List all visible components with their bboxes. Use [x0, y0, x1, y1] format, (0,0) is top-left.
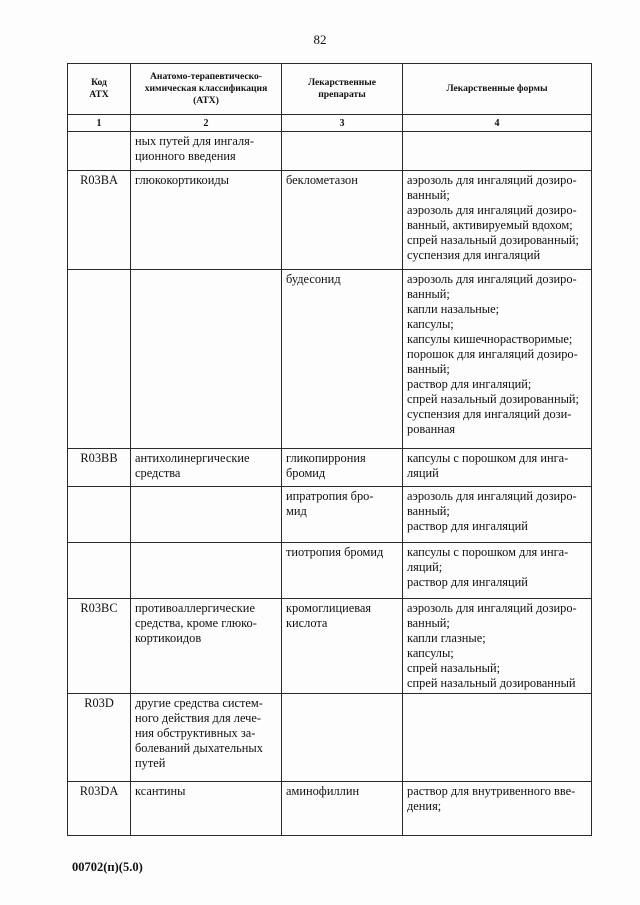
drug-name-cell — [282, 487, 403, 543]
atc-group-cell — [131, 270, 282, 449]
drug-name-line: будесонид — [286, 272, 341, 286]
dosage-forms-line: рованная — [407, 422, 456, 436]
dosage-forms-line: раствор для ингаляций; — [407, 377, 532, 391]
atc-group-cell — [131, 694, 282, 782]
dosage-forms-line: порошок для ингаляций дозиро- — [407, 347, 578, 361]
atc-group-line: противоаллергические — [135, 601, 255, 615]
atc-group-line: ксантины — [135, 784, 186, 798]
atc-group-line: средства, кроме глюко- — [135, 616, 257, 630]
dosage-forms-line: спрей назальный дозированный — [407, 676, 576, 690]
dosage-forms-line: раствор для ингаляций — [407, 575, 528, 589]
dosage-forms-cell — [403, 694, 592, 782]
header-text-line: препараты — [318, 89, 366, 100]
atc-code-cell: R03D — [68, 694, 131, 782]
dosage-forms-cell — [403, 543, 592, 599]
drug-name-line: гликопиррония — [286, 451, 366, 465]
drug-name-line: кислота — [286, 616, 328, 630]
atc-group-cell — [131, 171, 282, 270]
header-text-line: Лекарственные формы — [446, 83, 548, 94]
atc-group-line: ного действия для лече- — [135, 711, 262, 725]
atc-code-cell: R03BC — [68, 599, 131, 694]
drug-name-line: кромоглициевая — [286, 601, 372, 615]
dosage-forms-cell — [403, 599, 592, 694]
dosage-forms-line: раствор для ингаляций — [407, 519, 528, 533]
dosage-forms-line: ванный, активируемый вдохом; — [407, 218, 573, 232]
drug-name-line: тиотропия бромид — [286, 545, 384, 559]
dosage-forms-line: капсулы; — [407, 646, 454, 660]
column-number: 4 — [403, 115, 592, 132]
drug-name-line: беклометазон — [286, 173, 358, 187]
header-row — [68, 64, 592, 115]
dosage-forms-line: ванный; — [407, 287, 450, 301]
dosage-forms-line: спрей назальный; — [407, 661, 501, 675]
dosage-forms-line: капсулы кишечнорастворимые; — [407, 332, 573, 346]
atc-code-cell — [68, 487, 131, 543]
drug-name-cell — [282, 543, 403, 599]
header-text-line: Лекарственные — [307, 77, 377, 88]
document-code: 00702(п)(5.0) — [72, 860, 143, 874]
table-row — [68, 270, 592, 449]
drug-name-line: мид — [286, 504, 307, 518]
header-text-line: Код — [91, 77, 107, 88]
dosage-forms-line: аэрозоль для ингаляций дозиро- — [407, 203, 577, 217]
dosage-forms-line: капли назальные; — [407, 302, 500, 316]
atc-code-cell: R03BA — [68, 171, 131, 270]
drug-name-cell — [282, 132, 403, 171]
dosage-forms-line: аэрозоль для ингаляций дозиро- — [407, 272, 577, 286]
atc-group-line: путей — [135, 756, 166, 770]
dosage-forms-line: ляций — [407, 466, 439, 480]
atc-group-line: другие средства систем- — [135, 696, 263, 710]
dosage-forms-cell — [403, 487, 592, 543]
table-row — [68, 599, 592, 694]
dosage-forms-line: ляций; — [407, 560, 443, 574]
dosage-forms-line: дения; — [407, 799, 442, 813]
column-number: 3 — [282, 115, 403, 132]
dosage-forms-line: капсулы; — [407, 317, 454, 331]
atc-group-line: болеваний дыхательных — [135, 741, 263, 755]
drug-name-cell — [282, 449, 403, 487]
dosage-forms-line: аэрозоль для ингаляций дозиро- — [407, 489, 577, 503]
header-atc-classification — [131, 64, 282, 115]
drug-name-cell — [282, 694, 403, 782]
drug-name-line: ипратропия бро- — [286, 489, 374, 503]
dosage-forms-line: капли глазные; — [407, 631, 486, 645]
table-row — [68, 543, 592, 599]
atc-group-line: глюкокортикоиды — [135, 173, 229, 187]
table-row — [68, 694, 592, 782]
header-text-line: (АТХ) — [193, 95, 219, 106]
table-row — [68, 449, 592, 487]
atc-group-cell — [131, 599, 282, 694]
dosage-forms-cell — [403, 270, 592, 449]
dosage-forms-line: аэрозоль для ингаляций дозиро- — [407, 601, 577, 615]
dosage-forms-line: аэрозоль для ингаляций дозиро- — [407, 173, 577, 187]
header-code — [68, 64, 131, 115]
table-row — [68, 782, 592, 836]
dosage-forms-cell — [403, 171, 592, 270]
drug-name-line: аминофиллин — [286, 784, 360, 798]
table-body — [68, 132, 592, 836]
dosage-forms-line: спрей назальный дозированный; — [407, 392, 579, 406]
dosage-forms-line: суспензия для ингаляций — [407, 248, 541, 262]
atc-group-line: ционного введения — [135, 149, 236, 163]
table-row — [68, 132, 592, 171]
dosage-forms-line: ванный; — [407, 616, 450, 630]
dosage-forms-cell — [403, 782, 592, 836]
dosage-forms-cell — [403, 132, 592, 171]
atc-code-cell — [68, 543, 131, 599]
drug-name-cell — [282, 782, 403, 836]
atc-group-cell — [131, 132, 282, 171]
header-dosage-forms — [403, 64, 592, 115]
table-row — [68, 171, 592, 270]
atc-code-cell — [68, 132, 131, 171]
drug-name-cell — [282, 270, 403, 449]
column-number: 1 — [68, 115, 131, 132]
page-number: 82 — [313, 32, 327, 47]
dosage-forms-line: ванный; — [407, 188, 450, 202]
table-row — [68, 487, 592, 543]
atc-group-cell — [131, 449, 282, 487]
dosage-forms-line: спрей назальный дозированный; — [407, 233, 579, 247]
dosage-forms-line: капсулы с порошком для инга- — [407, 451, 569, 465]
atc-table — [67, 63, 592, 836]
atc-group-line: антихолинергические — [135, 451, 250, 465]
atc-group-line: ных путей для ингаля- — [135, 134, 254, 148]
dosage-forms-line: раствор для внутривенного вве- — [407, 784, 576, 798]
header-text-line: химическая классификация — [144, 83, 268, 94]
atc-code-cell: R03BB — [68, 449, 131, 487]
atc-group-line: средства — [135, 466, 181, 480]
column-number: 2 — [131, 115, 282, 132]
drug-name-line: бромид — [286, 466, 326, 480]
drug-name-cell — [282, 599, 403, 694]
column-number-row — [68, 115, 592, 132]
dosage-forms-line: ванный; — [407, 504, 450, 518]
header-text-line: АТХ — [89, 89, 109, 100]
dosage-forms-cell — [403, 449, 592, 487]
header-drugs — [282, 64, 403, 115]
header-text-line: Анатомо-терапевтическо- — [150, 71, 262, 82]
dosage-forms-line: ванный; — [407, 362, 450, 376]
atc-group-cell — [131, 487, 282, 543]
atc-group-line: кортикоидов — [135, 631, 202, 645]
atc-group-cell — [131, 782, 282, 836]
drug-name-cell — [282, 171, 403, 270]
atc-group-line: ния обструктивных за- — [135, 726, 256, 740]
atc-group-cell — [131, 543, 282, 599]
dosage-forms-line: капсулы с порошком для инга- — [407, 545, 569, 559]
atc-code-cell: R03DA — [68, 782, 131, 836]
atc-code-cell — [68, 270, 131, 449]
dosage-forms-line: суспензия для ингаляций дози- — [407, 407, 572, 421]
